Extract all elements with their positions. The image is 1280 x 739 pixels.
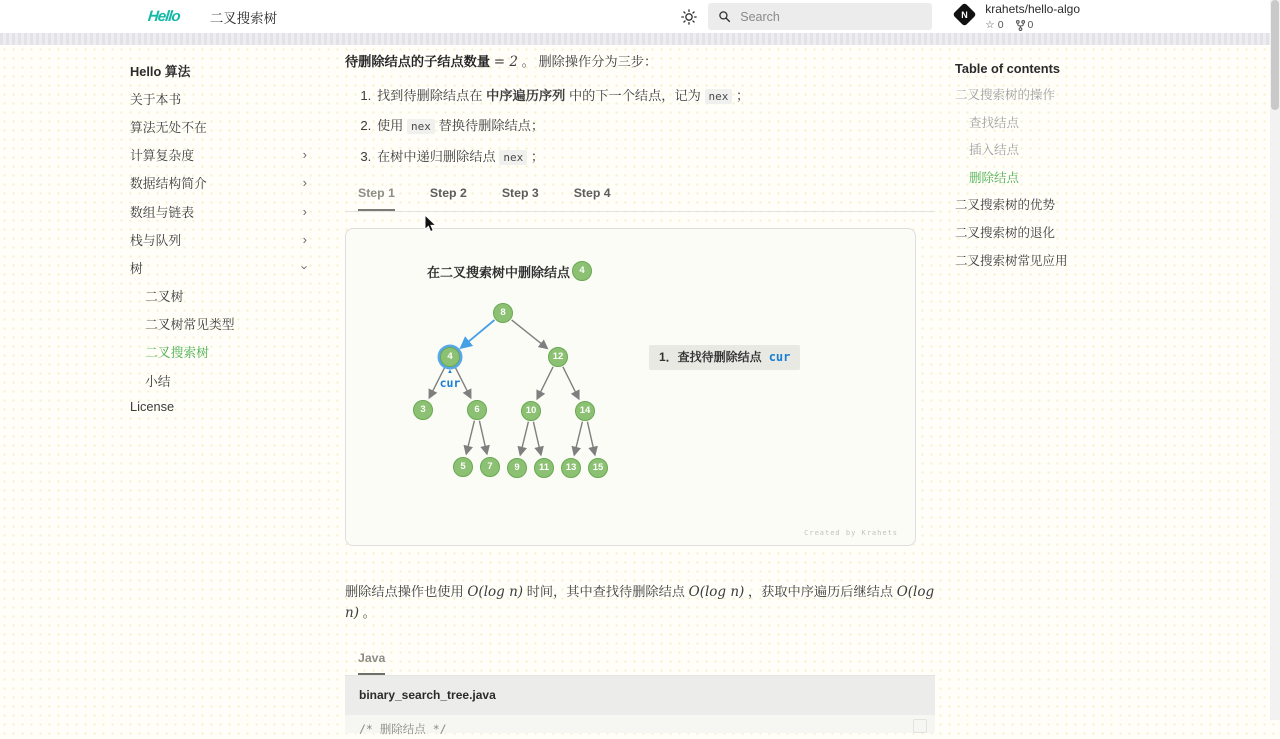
caption-text: 1．查找待删除结点 <box>659 350 762 365</box>
list-item-text: 使用 <box>377 118 408 134</box>
sidebar-item-label: Hello 算法 <box>130 63 191 79</box>
inline-code: nex <box>407 119 435 134</box>
theme-toggle-sun-icon[interactable] <box>680 8 698 26</box>
tree-node-7: 7 <box>480 457 500 477</box>
toc-title: Table of contents <box>955 60 1060 76</box>
toc-item-insert-node[interactable]: 插入结点 <box>969 143 1020 158</box>
sidebar-item-about[interactable] <box>130 84 325 112</box>
fork-icon <box>1016 20 1025 31</box>
star-count: 0 <box>997 19 1004 31</box>
sidebar-item-binary-tree[interactable] <box>130 282 325 310</box>
list-item <box>375 116 935 136</box>
figure-title-node: 4 <box>572 261 592 281</box>
sidebar-item-hello-algo[interactable] <box>130 56 325 84</box>
chevron-right-icon: › <box>302 203 307 219</box>
complexity-math: O(log n) <box>345 584 935 622</box>
sidebar-item-binary-tree-types[interactable] <box>130 310 325 338</box>
complexity-text: ，获取中序遍历后继结点 <box>744 584 897 600</box>
main-content <box>345 46 935 736</box>
list-item-text: 中的下一个结点，记为 <box>565 87 705 103</box>
page-scrollbar[interactable] <box>1270 0 1280 720</box>
tab-step-1[interactable]: Step 1 <box>358 184 395 211</box>
toc-item-bst-applications[interactable]: 二叉搜索树常见应用 <box>955 253 1068 268</box>
toc-item-bst-advantage[interactable]: 二叉搜索树的优势 <box>955 198 1056 213</box>
intro-math: = 2 <box>493 54 518 70</box>
tree-node-6: 6 <box>467 400 487 420</box>
caption-code-cur: cur <box>768 350 791 365</box>
page-title: 二叉搜索树 <box>209 10 278 26</box>
tree-node-11: 11 <box>534 458 554 478</box>
complexity-text: 删除结点操作也使用 <box>345 584 468 600</box>
sidebar-item-algorithms-everywhere[interactable] <box>130 112 325 140</box>
sidebar-item-label: 二叉树常见类型 <box>145 317 235 333</box>
search-box[interactable] <box>708 3 932 30</box>
inline-code: nex <box>705 89 733 104</box>
sidebar-item-data-structures[interactable] <box>130 169 325 197</box>
toc-item-bst-degradation[interactable]: 二叉搜索树的退化 <box>955 225 1056 240</box>
sidebar-item-label: License <box>130 398 175 414</box>
toc-item-search-node[interactable]: 查找结点 <box>969 115 1020 130</box>
tree-node-12: 12 <box>548 347 568 367</box>
star-icon: ☆ <box>985 19 995 31</box>
chevron-right-icon: › <box>302 147 307 163</box>
repo-link[interactable] <box>956 2 1080 31</box>
sidebar-item-label: 数组与链表 <box>130 204 194 220</box>
star-stat <box>985 19 1003 31</box>
list-item <box>375 147 935 167</box>
tree-node-8: 8 <box>493 303 513 323</box>
scrollbar-thumb[interactable] <box>1271 0 1279 110</box>
tree-node-15: 15 <box>588 458 608 478</box>
sidebar-item-array-linkedlist[interactable] <box>130 197 325 225</box>
tree-node-9: 9 <box>507 458 527 478</box>
fork-stat <box>1016 19 1034 31</box>
repo-stats <box>985 19 1080 31</box>
tab-step-4[interactable]: Step 4 <box>573 186 611 201</box>
sidebar-item-label: 二叉搜索树 <box>145 345 209 361</box>
tab-step-2[interactable]: Step 2 <box>429 186 467 201</box>
sidebar-item-label: 栈与队列 <box>130 232 182 248</box>
search-icon <box>718 10 731 23</box>
list-item-text: 替换待删除结点； <box>434 118 545 134</box>
list-item-text: ； <box>732 87 750 103</box>
intro-bold-text: 待删除结点的子结点数量 <box>345 54 491 69</box>
complexity-math: O(log n) <box>688 584 745 601</box>
sidebar-item-label: 算法无处不在 <box>130 119 207 135</box>
toc-item-bst-operations[interactable]: 二叉搜索树的操作 <box>955 87 1056 102</box>
sidebar-nav <box>130 56 325 418</box>
tree-node-13: 13 <box>561 458 581 478</box>
chevron-right-icon: › <box>302 175 307 191</box>
chevron-right-icon: › <box>302 231 307 247</box>
sidebar-item-stack-queue[interactable] <box>130 225 325 253</box>
tree-node-14: 14 <box>575 401 595 421</box>
header-shadow-band <box>0 33 1280 45</box>
copy-icon[interactable] <box>913 719 927 733</box>
figure-caption <box>649 345 800 370</box>
complexity-paragraph <box>345 582 935 624</box>
list-item-text: 在树中递归删除结点 <box>377 148 500 164</box>
inline-code: nex <box>499 150 527 165</box>
list-item <box>375 86 935 106</box>
code-language-tabs <box>345 649 935 676</box>
list-item-text: 找到待删除结点在 <box>377 87 487 103</box>
sidebar-item-complexity[interactable] <box>130 141 325 169</box>
toc-item-delete-node[interactable]: 删除结点 <box>969 170 1020 185</box>
cur-caret-icon: ▲ <box>447 369 453 376</box>
code-block[interactable] <box>345 715 935 736</box>
figure-title: 在二叉搜索树中删除结点 <box>427 265 571 281</box>
sidebar-item-summary[interactable] <box>130 366 325 394</box>
intro-rest-text: 。 删除操作分为三步： <box>517 54 658 69</box>
complexity-math: O(log n) <box>467 584 524 601</box>
tab-java[interactable]: Java <box>358 649 385 675</box>
tree-node-4-cur: 4 <box>440 347 460 367</box>
sidebar-item-license[interactable] <box>130 394 325 418</box>
tree-node-10: 10 <box>521 401 541 421</box>
complexity-text: 时间，其中查找待删除结点 <box>523 584 689 600</box>
cur-pointer-label: cur <box>439 376 461 391</box>
sidebar-item-label: 小结 <box>145 373 171 389</box>
tree-node-3: 3 <box>413 400 433 420</box>
intro-paragraph <box>345 52 935 73</box>
chevron-down-icon: › <box>297 265 313 270</box>
code-filename: binary_search_tree.java <box>345 676 935 715</box>
sidebar-item-label: 数据结构简介 <box>130 176 207 192</box>
search-input[interactable] <box>740 10 900 24</box>
complexity-text: 。 <box>358 605 376 621</box>
tab-step-3[interactable]: Step 3 <box>501 186 539 201</box>
hello-algo-logo[interactable] <box>147 8 180 25</box>
sidebar-item-label: 树 <box>130 260 143 276</box>
step-tabs <box>345 184 935 212</box>
sidebar-item-binary-search-tree[interactable] <box>130 338 325 366</box>
app-header <box>0 0 1280 33</box>
list-item-text: ； <box>527 148 545 164</box>
list-item-bold: 中序遍历序列 <box>486 87 566 103</box>
table-of-contents <box>955 56 1150 273</box>
mouse-cursor <box>424 214 438 234</box>
repo-icon: N <box>953 2 977 26</box>
sidebar-item-label: 计算复杂度 <box>130 148 194 164</box>
tree-node-5: 5 <box>453 457 473 477</box>
sidebar-item-tree[interactable] <box>130 253 325 281</box>
logo-text: Hello <box>147 8 181 25</box>
repo-name: krahets/hello-algo <box>985 2 1080 16</box>
deletion-steps-list <box>345 86 935 167</box>
bst-delete-figure <box>345 228 916 546</box>
watermark-text: Created by Krahets <box>804 529 898 538</box>
fork-count: 0 <box>1027 19 1034 31</box>
code-line: /* 删除结点 */ <box>359 721 447 736</box>
sidebar-item-label: 关于本书 <box>130 91 182 107</box>
sidebar-item-label: 二叉树 <box>145 289 184 305</box>
